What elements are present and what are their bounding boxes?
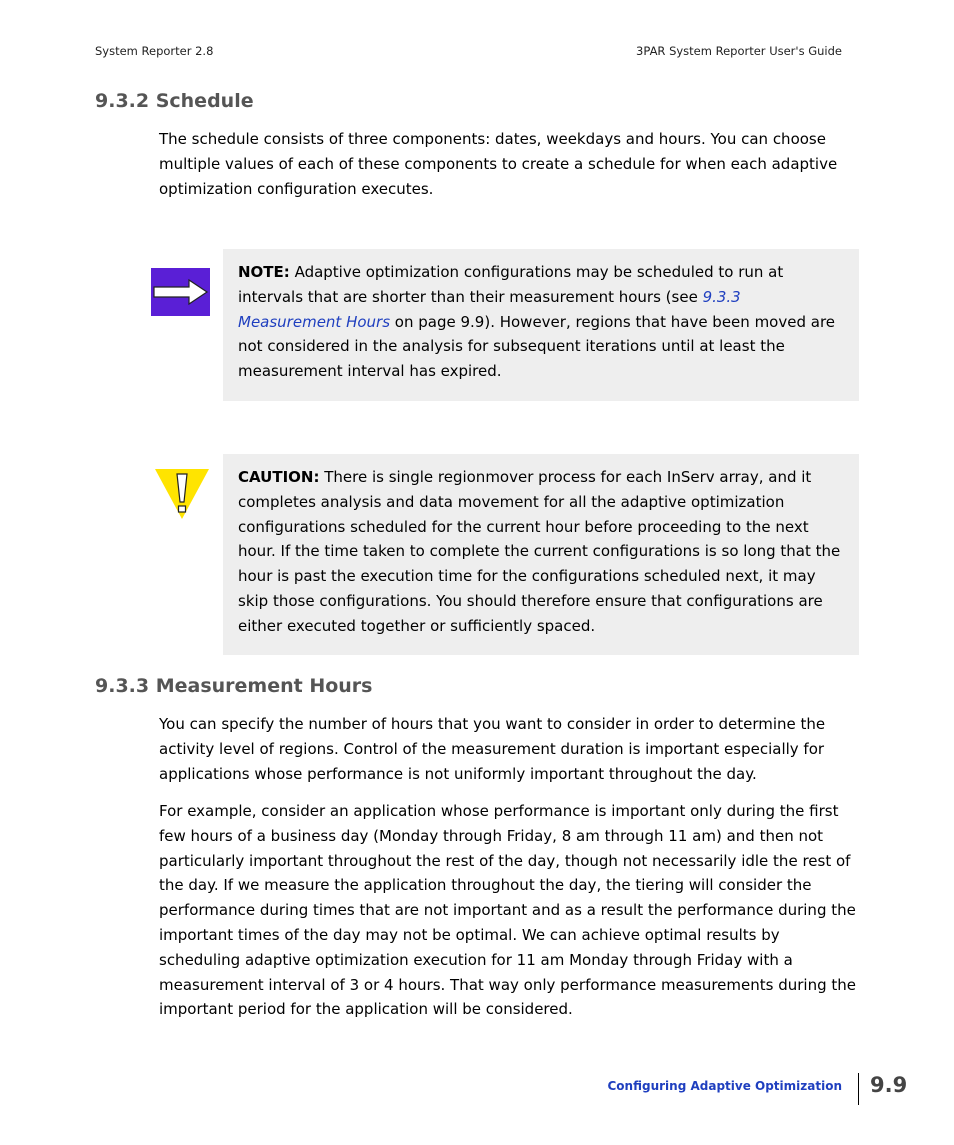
- caution-label: CAUTION:: [238, 468, 320, 486]
- measurement-hours-link[interactable]: 9.3.3 Measurement Hours: [238, 287, 741, 331]
- section-title-measurement-hours: 9.3.3 Measurement Hours: [95, 675, 373, 697]
- measurement-paragraph-2: For example, consider an application whose performance is important only during the first few hours of a business day (Monday through Friday, 8 am through 11 am) and then not particularly important throughout the rest of the day, though not necessarily idle the rest of the day. If we measure the application throughout the day, the tiering will consider the performance during times that are not important and as a result the performance during the important times of the day may not be optimal. We can achieve optimal results by scheduling adaptive optimization execution for 11 am Monday through Friday with a measurement interval of 3 or 4 hours. That way only performance measurements during the important period for the application will be considered.: [159, 802, 856, 1019]
- caution-callout: [223, 454, 859, 655]
- running-header-right: 3PAR System Reporter User's Guide: [636, 44, 842, 58]
- note-label: NOTE:: [238, 263, 290, 281]
- note-body-start: Adaptive optimization configurations may be scheduled to run at intervals that are shorter than their measurement hours (see: [238, 263, 784, 306]
- footer-chapter-title: Configuring Adaptive Optimization: [607, 1079, 842, 1093]
- section-title-schedule: 9.3.2 Schedule: [95, 90, 254, 112]
- note-text: [238, 260, 846, 384]
- right-arrow-icon: [151, 268, 210, 316]
- note-callout: [223, 249, 859, 401]
- measurement-paragraph-1: You can specify the number of hours that you want to consider in order to determine the activity level of regions. Control of the measurement duration is important especially for applications whose performance is not uniformly important throughout the day.: [159, 715, 826, 783]
- warning-icon: [155, 469, 209, 521]
- running-header-left: System Reporter 2.8: [95, 44, 214, 58]
- caution-text: [238, 465, 846, 639]
- note-body-end: on page 9.9). However, regions that have been moved are not considered in the analysis for subsequent iterations until at least the measurement interval has expired.: [238, 312, 836, 381]
- footer-divider: [858, 1073, 859, 1105]
- caution-body: There is single regionmover process for each InServ array, and it completes analysis and data movement for all the adaptive optimization configurations scheduled for the current hour before proceeding to the next hour. If the time taken to complete the current configurations is so long that the hour is past the execution time for the configurations scheduled next, it may skip those configurations. You should therefore ensure that configurations are either executed together or sufficiently spaced.: [238, 468, 841, 635]
- page-number: 9.9: [870, 1073, 908, 1097]
- schedule-paragraph: The schedule consists of three components: dates, weekdays and hours. You can choose multiple values of each of these components to create a schedule for when each adaptive optimization configuration executes.: [159, 130, 838, 198]
